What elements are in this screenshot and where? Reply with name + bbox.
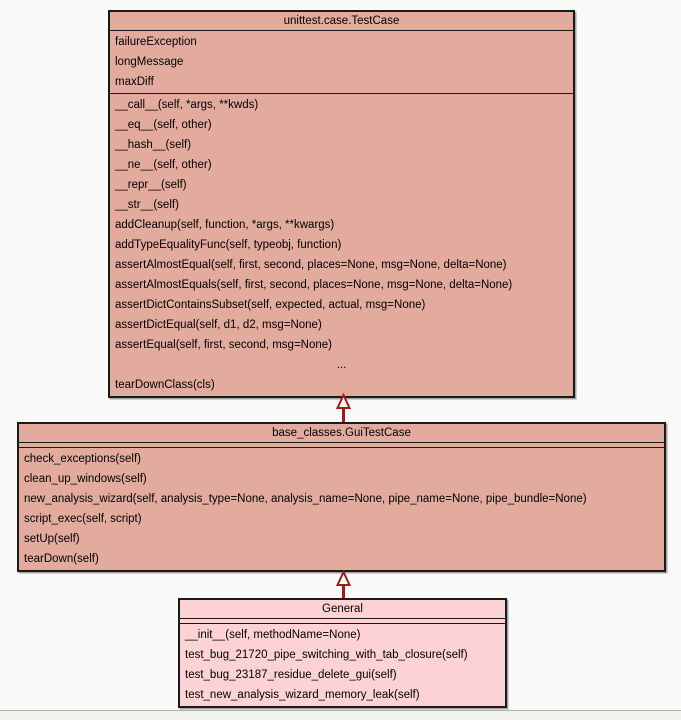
attribute-row: maxDiff — [115, 76, 154, 88]
inheritance-arrow-general-to-guitestcase — [330, 571, 357, 598]
class-title: unittest.case.TestCase — [110, 12, 573, 31]
method-row: test_bug_23187_residue_delete_gui(self) — [185, 669, 397, 681]
attribute-row: longMessage — [115, 56, 184, 68]
method-row: __hash__(self) — [115, 139, 192, 151]
method-row: tearDown(self) — [24, 553, 99, 565]
method-row: check_exceptions(self) — [24, 453, 141, 465]
class-box-general — [178, 598, 507, 708]
method-row: addCleanup(self, function, *args, **kwargs) — [115, 219, 335, 231]
method-row: assertDictContainsSubset(self, expected, actual, msg=None) — [115, 299, 426, 311]
method-row: ... — [336, 359, 347, 371]
method-row: tearDownClass(cls) — [115, 379, 215, 391]
method-row: __init__(self, methodName=None) — [185, 629, 361, 641]
attributes-compartment — [110, 31, 573, 94]
method-row: assertAlmostEquals(self, first, second, places=None, msg=None, delta=None) — [115, 279, 513, 291]
class-box-unittest-case-testcase — [108, 10, 575, 398]
method-row: __ne__(self, other) — [115, 159, 212, 171]
methods-compartment — [110, 94, 573, 396]
method-row: assertDictEqual(self, d1, d2, msg=None) — [115, 319, 322, 331]
method-row: script_exec(self, script) — [24, 513, 142, 525]
method-row: new_analysis_wizard(self, analysis_type=None, analysis_name=None, pipe_name=None, pipe_bundle=None) — [24, 493, 587, 505]
method-row: __str__(self) — [115, 199, 179, 211]
attribute-row: failureException — [115, 36, 197, 48]
methods-compartment — [180, 624, 505, 706]
method-row: __eq__(self, other) — [115, 119, 212, 131]
class-title: base_classes.GuiTestCase — [19, 424, 664, 443]
hollow-triangle-arrowhead-icon — [338, 395, 350, 408]
method-row: __call__(self, *args, **kwds) — [115, 99, 259, 111]
method-row: clean_up_windows(self) — [24, 473, 147, 485]
methods-compartment — [19, 448, 664, 570]
inheritance-arrow-guitestcase-to-testcase — [330, 394, 357, 422]
method-row: assertEqual(self, first, second, msg=None) — [115, 339, 332, 351]
method-row: setUp(self) — [24, 533, 80, 545]
method-row: test_bug_21720_pipe_switching_with_tab_closure(self) — [185, 649, 468, 661]
method-row: __repr__(self) — [115, 179, 187, 191]
method-row: assertAlmostEqual(self, first, second, places=None, msg=None, delta=None) — [115, 259, 507, 271]
class-title: General — [180, 600, 505, 619]
method-row: test_new_analysis_wizard_memory_leak(self) — [185, 689, 420, 701]
class-box-base-classes-guitestcase — [17, 422, 666, 572]
hollow-triangle-arrowhead-icon — [338, 572, 350, 585]
method-row: addTypeEqualityFunc(self, typeobj, function) — [115, 239, 342, 251]
